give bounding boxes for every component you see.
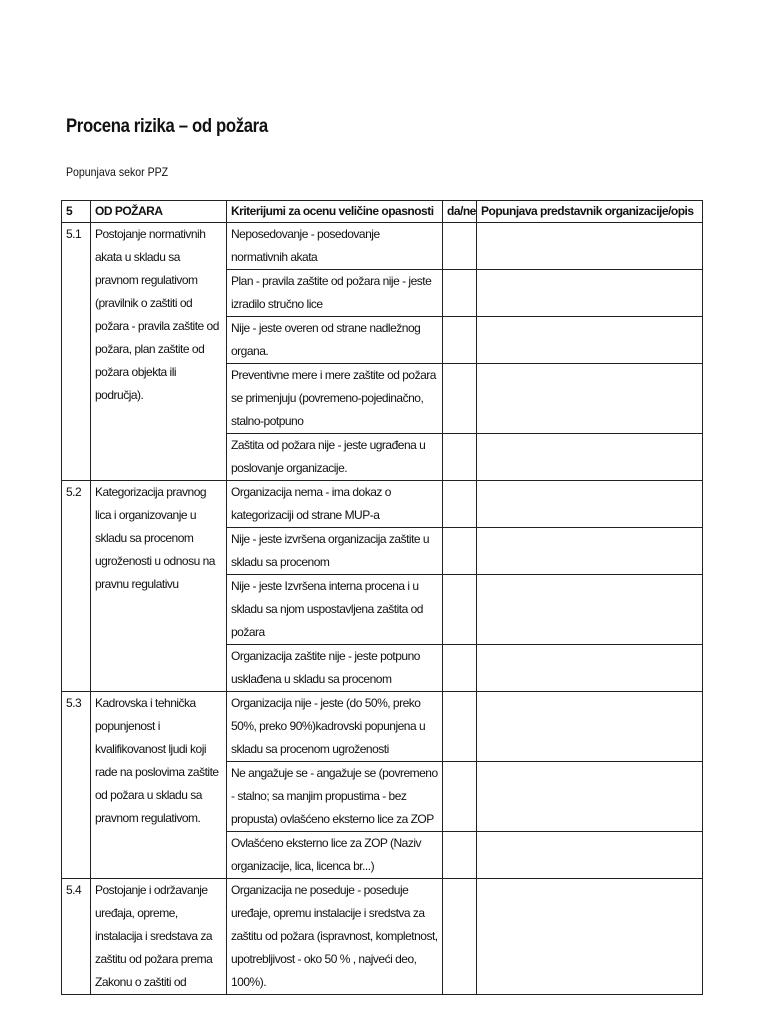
opis-cell[interactable] [477,481,703,528]
opis-cell[interactable] [477,223,703,270]
yes-no-cell[interactable] [443,645,477,692]
opis-cell[interactable] [477,270,703,317]
yes-no-cell[interactable] [443,575,477,645]
opis-cell[interactable] [477,645,703,692]
criteria-cell: Ovlašćeno eksterno lice za ZOP (Naziv organizacije, lica, licenca br...) [227,832,443,879]
criteria-cell: Zaštita od požara nije - jeste ugrađena u poslovanje organizacije. [227,434,443,481]
criteria-cell: Organizacija ne poseduje - poseduje uređaje, opremu instalacije i sredstva za zaštitu od požara (ispravnost, kompletnost, upotrebljivost - oko 50 % , najveći deo, 100%). [227,879,443,995]
section-number: 5.3 [62,692,91,879]
opis-cell[interactable] [477,364,703,434]
header-num: 5 [62,201,91,223]
criteria-cell: Neposedovanje - posedovanje normativnih akata [227,223,443,270]
section-description: Postojanje normativnih akata u skladu sa pravnom regulativom (pravilnik o zaštiti od požara - pravila zaštite od požara, plan zaštite od požara objekta ili područja). [91,223,227,481]
yes-no-cell[interactable] [443,762,477,832]
criteria-cell: Organizacija zaštite nije - jeste potpuno usklađena u skladu sa procenom [227,645,443,692]
yes-no-cell[interactable] [443,270,477,317]
opis-cell[interactable] [477,879,703,995]
yes-no-cell[interactable] [443,832,477,879]
header-yes-no: da/ne [443,201,477,223]
table-row [62,223,703,270]
yes-no-cell[interactable] [443,879,477,995]
criteria-cell: Plan - pravila zaštite od požara nije - jeste izradilo stručno lice [227,270,443,317]
criteria-cell: Organizacija nema - ima dokaz o kategorizaciji od strane MUP-a [227,481,443,528]
yes-no-cell[interactable] [443,692,477,762]
opis-cell[interactable] [477,832,703,879]
criteria-cell: Ne angažuje se - angažuje se (povremeno - stalno; sa manjim propustima - bez propusta) ovlašćeno eksterno lice za ZOP [227,762,443,832]
section-description: Kadrovska i tehnička popunjenost i kvalifikovanost ljudi koji rade na poslovima zaštite od požara u skladu sa pravnom regulativom. [91,692,227,879]
yes-no-cell[interactable] [443,364,477,434]
page-subtitle: Popunjava sekor PPZ [66,165,169,179]
risk-assessment-table [61,200,703,995]
section-number: 5.1 [62,223,91,481]
section-number: 5.4 [62,879,91,995]
header-criteria: Kriterijumi za ocenu veličine opasnosti [227,201,443,223]
opis-cell[interactable] [477,434,703,481]
criteria-cell: Nije - jeste overen od strane nadležnog organa. [227,317,443,364]
opis-cell[interactable] [477,575,703,645]
opis-cell[interactable] [477,762,703,832]
table-row [62,692,703,762]
yes-no-cell[interactable] [443,223,477,270]
criteria-cell: Nije - jeste izvršena organizacija zaštite u skladu sa procenom [227,528,443,575]
header-section: OD POŽARA [91,201,227,223]
page-title: Procena rizika – od požara [66,116,268,137]
section-description: Postojanje i održavanje uređaja, opreme, instalacija i sredstava za zaštitu od požara prema Zakonu o zaštiti od [91,879,227,995]
yes-no-cell[interactable] [443,528,477,575]
criteria-cell: Nije - jeste Izvršena interna procena i u skladu sa njom uspostavljena zaštita od požara [227,575,443,645]
yes-no-cell[interactable] [443,317,477,364]
section-number: 5.2 [62,481,91,692]
table-header-row [62,201,703,223]
section-description: Kategorizacija pravnog lica i organizovanje u skladu sa procenom ugroženosti u odnosu na pravnu regulativu [91,481,227,692]
criteria-cell: Preventivne mere i mere zaštite od požara se primenjuju (povremeno-pojedinačno, stalno-potpuno [227,364,443,434]
header-opis: Popunjava predstavnik organizacije/opis [477,201,703,223]
opis-cell[interactable] [477,317,703,364]
opis-cell[interactable] [477,692,703,762]
yes-no-cell[interactable] [443,481,477,528]
table-row [62,879,703,995]
criteria-cell: Organizacija nije - jeste (do 50%, preko 50%, preko 90%)kadrovski popunjena u skladu sa procenom ugroženosti [227,692,443,762]
yes-no-cell[interactable] [443,434,477,481]
opis-cell[interactable] [477,528,703,575]
table-row [62,481,703,528]
